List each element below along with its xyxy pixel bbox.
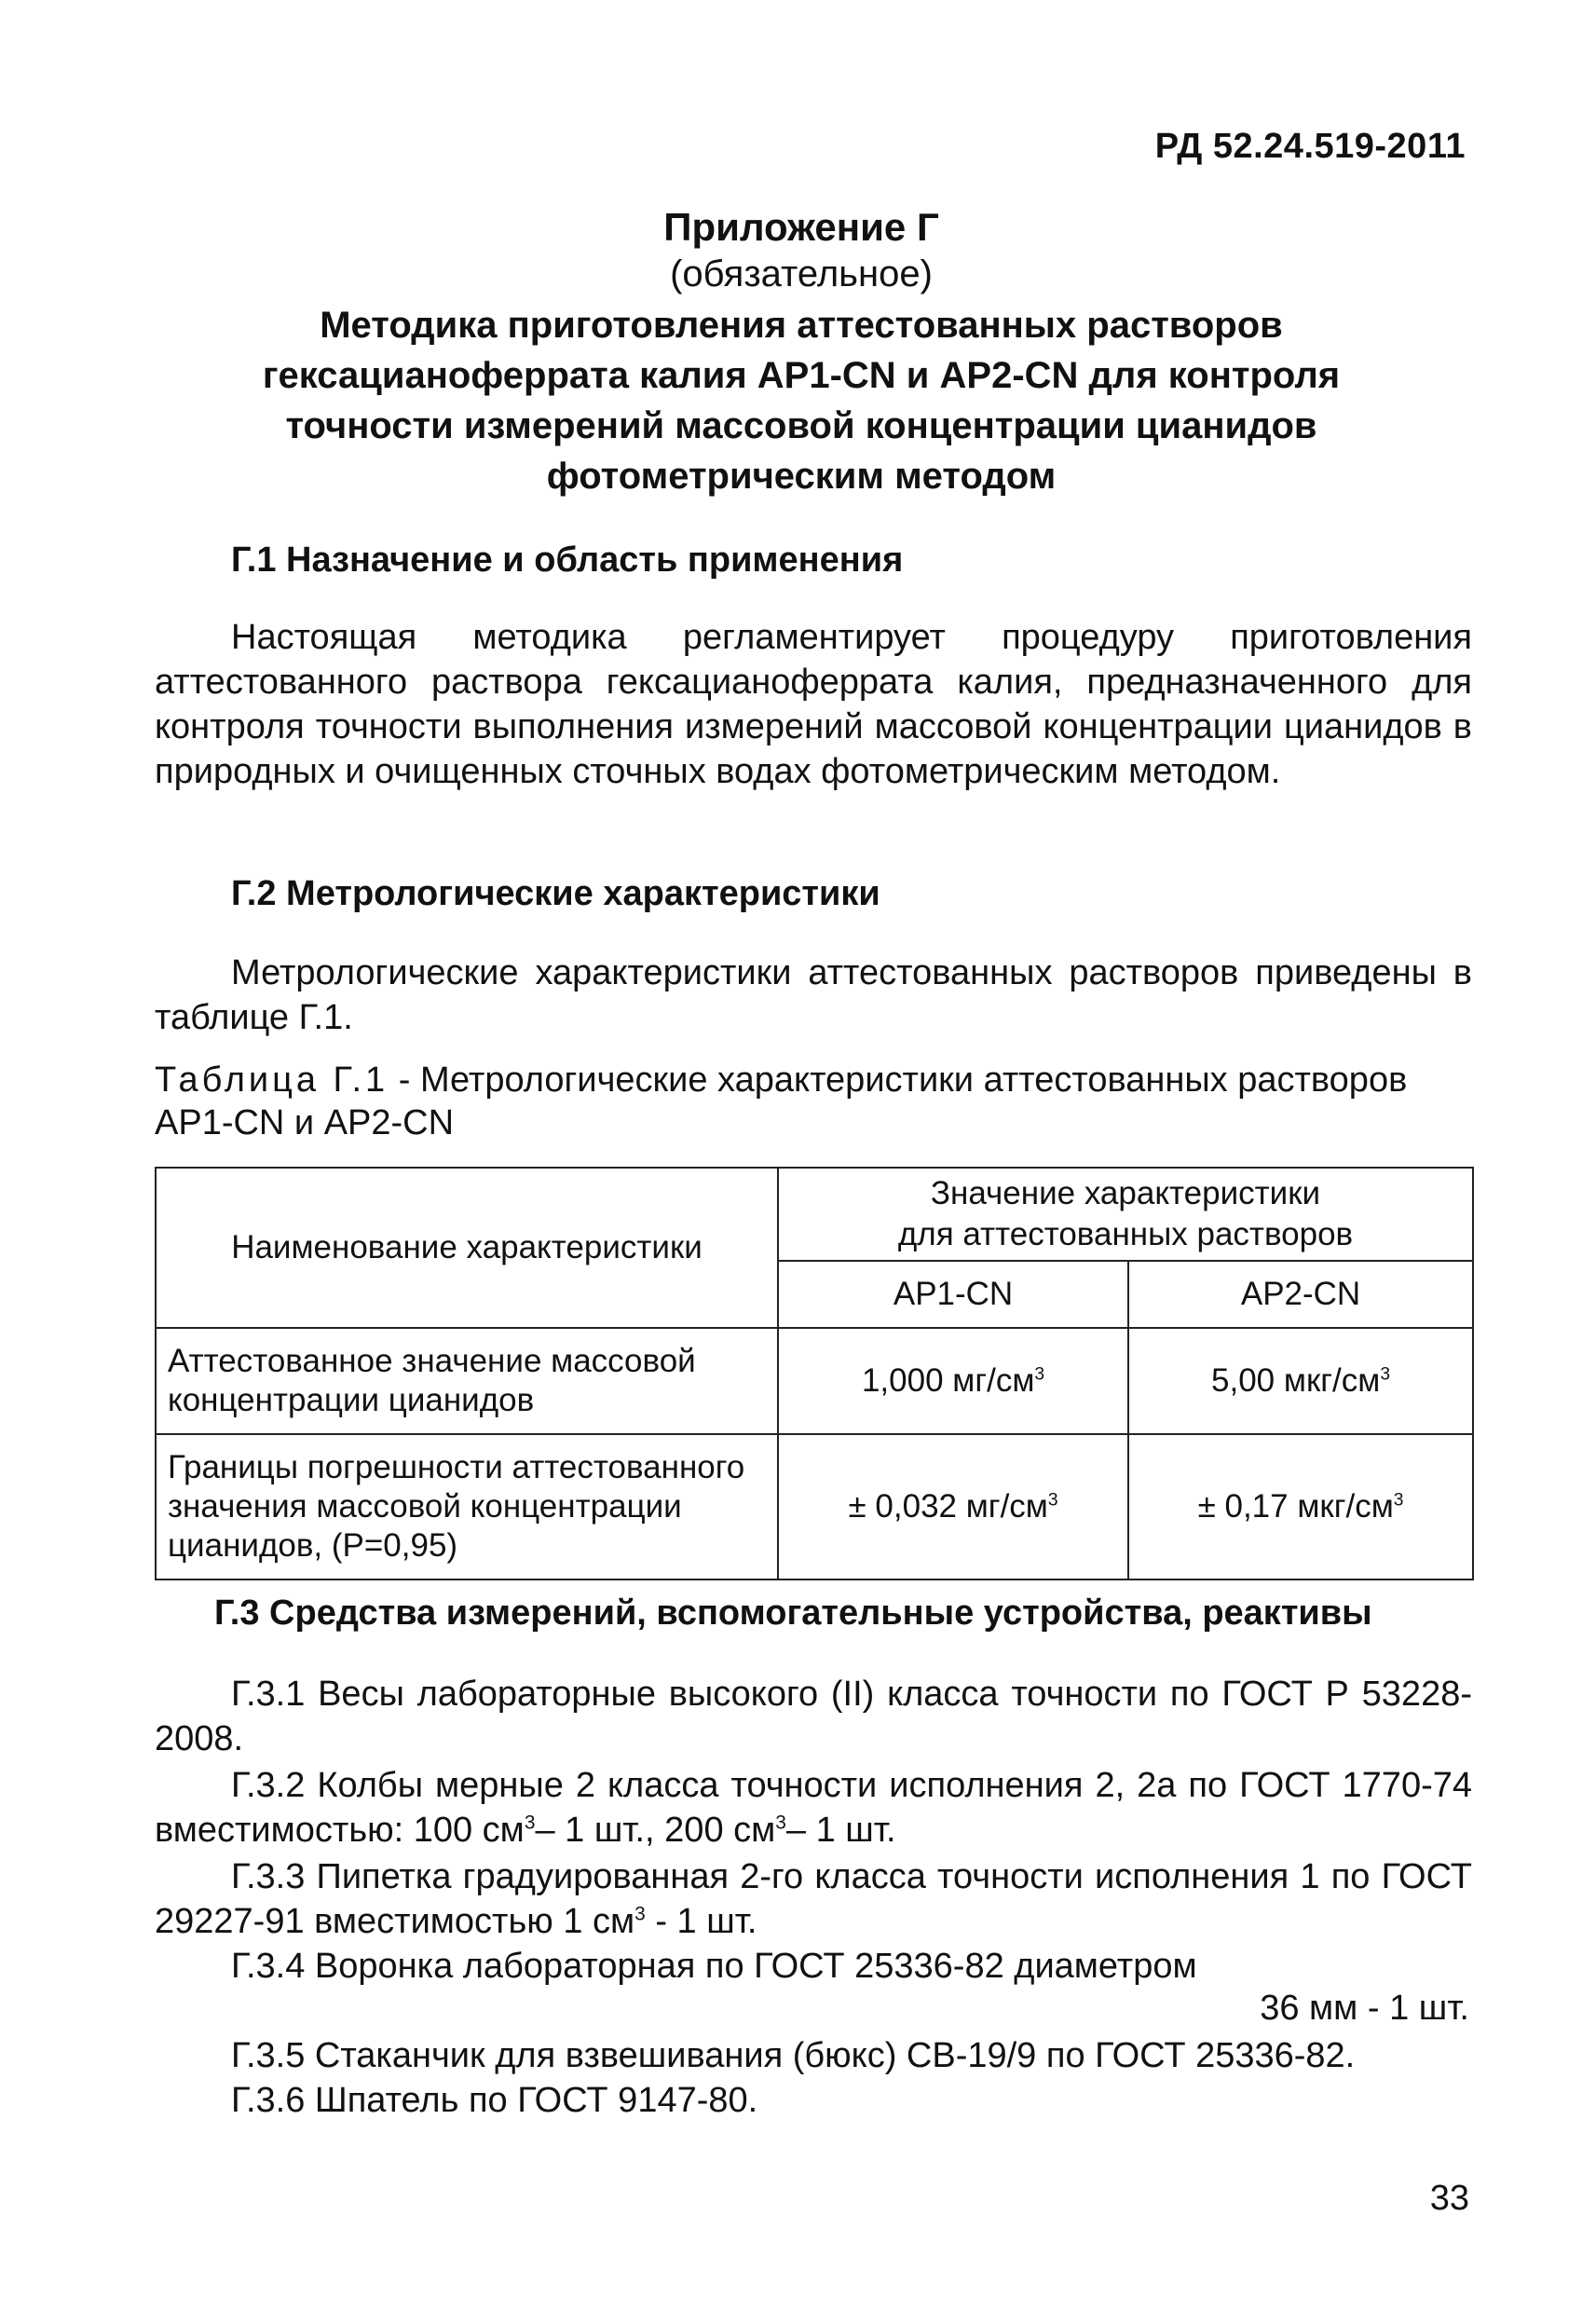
column-header-name: Наименование характеристики — [156, 1168, 778, 1328]
section-text-g2 — [155, 950, 1472, 1040]
table-row — [156, 1328, 1473, 1434]
value-superscript: 3 — [1047, 1490, 1058, 1511]
section-heading-g1: Г.1 Назначение и область применения — [231, 540, 904, 580]
section-heading-g2: Г.2 Метрологические характеристики — [231, 874, 880, 913]
section-text-g1-body: Настоящая методика регламентирует процедуру приготовления аттестованного раствора гексацианоферрата калия, предназначенного для контроля точности выполнения измерений массовой концентрации цианидов в природных и очищенных сточных водах фотометрическим методом. — [155, 618, 1472, 791]
page-number: 33 — [1429, 2179, 1469, 2218]
list-item-text: – 1 шт. — [785, 1811, 896, 1850]
row-label: Аттестованное значение массовой концентрации цианидов — [156, 1328, 778, 1434]
cell-value-ap2 — [1128, 1434, 1473, 1579]
list-item-text: Г.3.3 Пипетка градуированная 2-го класса точности исполнения 1 по ГОСТ 29227-91 вместимостью 1 см — [155, 1857, 1472, 1941]
value-superscript: 3 — [1380, 1364, 1391, 1385]
value-text: 5,00 мкг/см — [1211, 1362, 1381, 1399]
appendix-title-line: фотометрическим методом — [546, 456, 1057, 497]
list-item-text: Г.3.2 Колбы мерные 2 класса точности исполнения 2, 2а по ГОСТ 1770-74 вместимостью: 100 см — [155, 1766, 1472, 1850]
table-caption — [155, 1059, 1472, 1144]
cell-value-ap1 — [778, 1434, 1128, 1579]
column-header-group-line: для аттестованных растворов — [897, 1216, 1354, 1252]
list-item-text: Г.3.4 Воронка лабораторная по ГОСТ 25336-82 диаметром — [231, 1947, 1197, 1986]
list-item — [155, 2078, 1472, 2123]
value-text: ± 0,032 мг/см — [848, 1488, 1048, 1525]
appendix-title-line: Методика приготовления аттестованных растворов — [320, 305, 1283, 346]
superscript: 3 — [634, 1903, 646, 1925]
list-item-text: – 1 шт., 200 см — [535, 1811, 776, 1850]
list-item-text: Г.3.6 Шпатель по ГОСТ 9147-80. — [231, 2081, 758, 2120]
value-superscript: 3 — [1034, 1364, 1045, 1385]
appendix-title — [149, 300, 1453, 501]
list-item — [155, 1854, 1472, 1944]
appendix-label: Приложение Г — [663, 205, 939, 249]
value-text: ± 0,17 мкг/см — [1197, 1488, 1394, 1525]
list-item — [155, 1672, 1472, 1761]
table-caption-text: - Метрологические характеристики аттестованных растворов АР1-CN и АР2-CN — [155, 1060, 1408, 1142]
column-header-group-line: Значение характеристики — [930, 1175, 1321, 1211]
list-item-text: Г.3.1 Весы лабораторные высокого (II) класса точности по ГОСТ Р 53228-2008. — [155, 1675, 1472, 1758]
column-header-group — [778, 1168, 1473, 1261]
section-text-g2-body: Метрологические характеристики аттестованных растворов приведены в таблице Г.1. — [155, 953, 1472, 1037]
list-item — [155, 1763, 1472, 1853]
list-item-text: - 1 шт. — [645, 1902, 757, 1941]
appendix-type: (обязательное) — [670, 253, 933, 294]
superscript: 3 — [524, 1812, 536, 1834]
document-number: РД 52.24.519-2011 — [1154, 127, 1466, 166]
section-heading-g3: Г.3 Средства измерений, вспомогательные устройства, реактивы — [214, 1593, 1372, 1633]
value-text: 1,000 мг/см — [861, 1362, 1035, 1399]
appendix-title-line: гексацианоферрата калия АР1-CN и АР2-CN для контроля — [262, 355, 1341, 396]
appendix-title-line: точности измерений массовой концентрации цианидов — [285, 405, 1317, 446]
cell-value-ap1 — [778, 1328, 1128, 1434]
superscript: 3 — [775, 1812, 786, 1834]
metrology-table — [155, 1167, 1474, 1580]
column-header-ap2: АР2-CN — [1128, 1261, 1473, 1328]
list-item-continuation: 36 мм - 1 шт. — [1260, 1989, 1469, 2028]
section-text-g1 — [155, 615, 1472, 794]
table-caption-label: Таблица Г.1 — [155, 1060, 389, 1100]
list-item — [155, 2033, 1472, 2078]
row-label: Границы погрешности аттестованного значения массовой концентрации цианидов, (Р=0,95) — [156, 1434, 778, 1579]
table-row — [156, 1434, 1473, 1579]
table-header-row — [156, 1168, 1473, 1261]
list-item-text: Г.3.5 Стаканчик для взвешивания (бюкс) СВ-19/9 по ГОСТ 25336-82. — [231, 2036, 1356, 2075]
list-item — [155, 1944, 1472, 1989]
column-header-ap1: АР1-CN — [778, 1261, 1128, 1328]
value-superscript: 3 — [1393, 1490, 1404, 1511]
cell-value-ap2 — [1128, 1328, 1473, 1434]
